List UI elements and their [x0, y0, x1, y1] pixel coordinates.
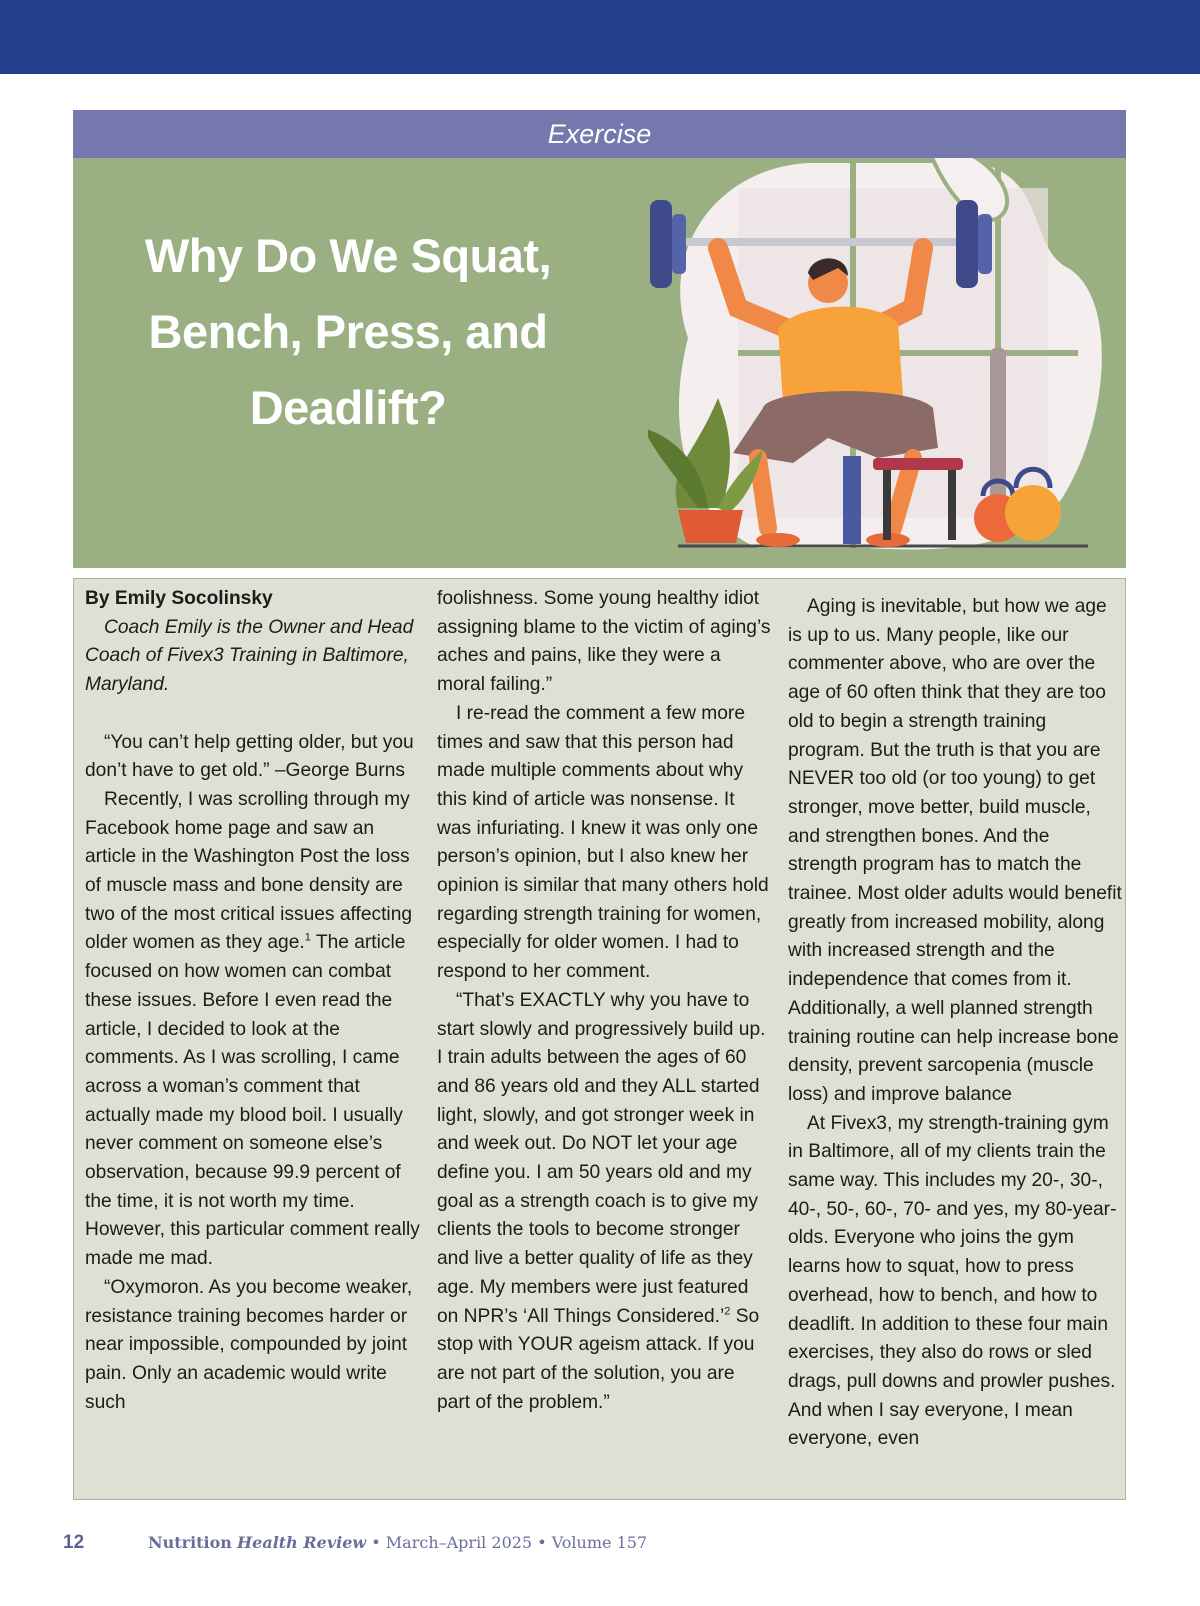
- title-line: Deadlift?: [249, 381, 447, 434]
- title-line: Bench, Press, and: [148, 305, 548, 358]
- paragraph: Aging is inevitable, but how we age is up to us. Many people, like our commenter above, who are over the age of 60 often think that they are too old to begin a strength training program. But the truth is that you are NEVER too old (or too young) to get stronger, move better, build muscle, and strengthen bones. And the strength program has to match the trainee. Most older adults would benefit greatly from increased mobility, along with increased strength and the independence that comes from it. Additionally, a well planned strength training routine can help increase bone density, prevent sarcopenia (muscle loss) and improve balance: [788, 596, 1122, 1105]
- paragraph: “Oxymoron. As you become weaker, resistance training becomes harder or near impossible, compounded by joint pain. Only an academic would write such: [85, 1276, 413, 1413]
- article-column-1: [85, 585, 420, 1417]
- weightlifter-illustration: [648, 158, 1126, 568]
- footnote-ref: 2: [724, 1305, 731, 1318]
- page-number: 12: [63, 1532, 85, 1553]
- bench: [873, 458, 963, 470]
- paragraph: I re-read the comment a few more times and saw that this person had made multiple comments about why this kind of article was nonsense. It was infuriating. I knew it was only one person’s opinion, but I also knew her opinion is similar that many others hold regarding strength training for women, especially for older women. I had to respond to her comment.: [437, 702, 769, 983]
- paragraph: “That’s EXACTLY why you have to start slowly and progressively build up. I train adults between the ages of 60 and 86 years old and they ALL started light, slowly, and got stronger week in and week out. Do NOT let your age define you. I am 50 years old and my goal as a strength coach is to give my clients the tools to become stronger and live a better quality of life as they age. My members were just featured on NPR’s ‘All Things Considered.’$^2$ So stop with YOUR ageism attack. If you are not part of the solution, you are part of the problem.”: [437, 989, 766, 1413]
- page-footer: [60, 1528, 1140, 1558]
- article-column-3: [788, 593, 1123, 1454]
- section-label: Exercise: [73, 110, 1126, 158]
- weight-plate-right: [956, 200, 978, 288]
- hero-banner: [73, 158, 1126, 568]
- author-bio: Coach Emily is the Owner and Head Coach of Fivex3 Training in Baltimore, Maryland.: [85, 616, 414, 696]
- article-title: [133, 218, 563, 446]
- paragraph: foolishness. Some young healthy idiot assigning blame to the victim of aging’s aches and pains, like they were a moral failing.”: [437, 588, 771, 696]
- top-color-band: [0, 0, 1200, 74]
- weight-plate-left: [650, 200, 672, 288]
- article-body: [73, 578, 1126, 1500]
- paragraph: “You can’t help getting older, but you don’t have to get old.” –George Burns: [85, 731, 414, 782]
- byline: By Emily Socolinsky: [85, 588, 273, 609]
- lifter-shirt: [778, 307, 903, 403]
- publication-line: Nutrition Health Review • March–April 2025 • Volume 157: [148, 1533, 648, 1552]
- title-line: Why Do We Squat,: [144, 229, 552, 282]
- article-column-2: [437, 585, 772, 1417]
- paragraph: At Fivex3, my strength-training gym in Baltimore, all of my clients train the same way. This includes my 20-, 30-, 40-, 50-, 60-, 70- and yes, my 80-year-olds. Everyone who joins the gym learns how to squat, how to press overhead, how to bench, and how to deadlift. In addition to these four main exercises, they also do rows or sled drags, pull downs and prowler pushes. And when I say everyone, I mean everyone, even: [788, 1112, 1117, 1450]
- kettlebell-orange: [1005, 485, 1061, 541]
- footnote-ref: 1: [304, 932, 311, 945]
- paragraph: Recently, I was scrolling through my Facebook home page and saw an article in the Washington Post the loss of muscle mass and bone density are two of the most critical issues affecting older women as they age.$^1$ The article focused on how women can combat these issues. Before I even read the article, I decided to look at the comments. As I was scrolling, I came across a woman’s comment that actually made my blood boil. I usually never comment on someone else’s observation, because 99.9 percent of the time, it is not worth my time. However, this particular comment really made me mad.: [85, 788, 420, 1270]
